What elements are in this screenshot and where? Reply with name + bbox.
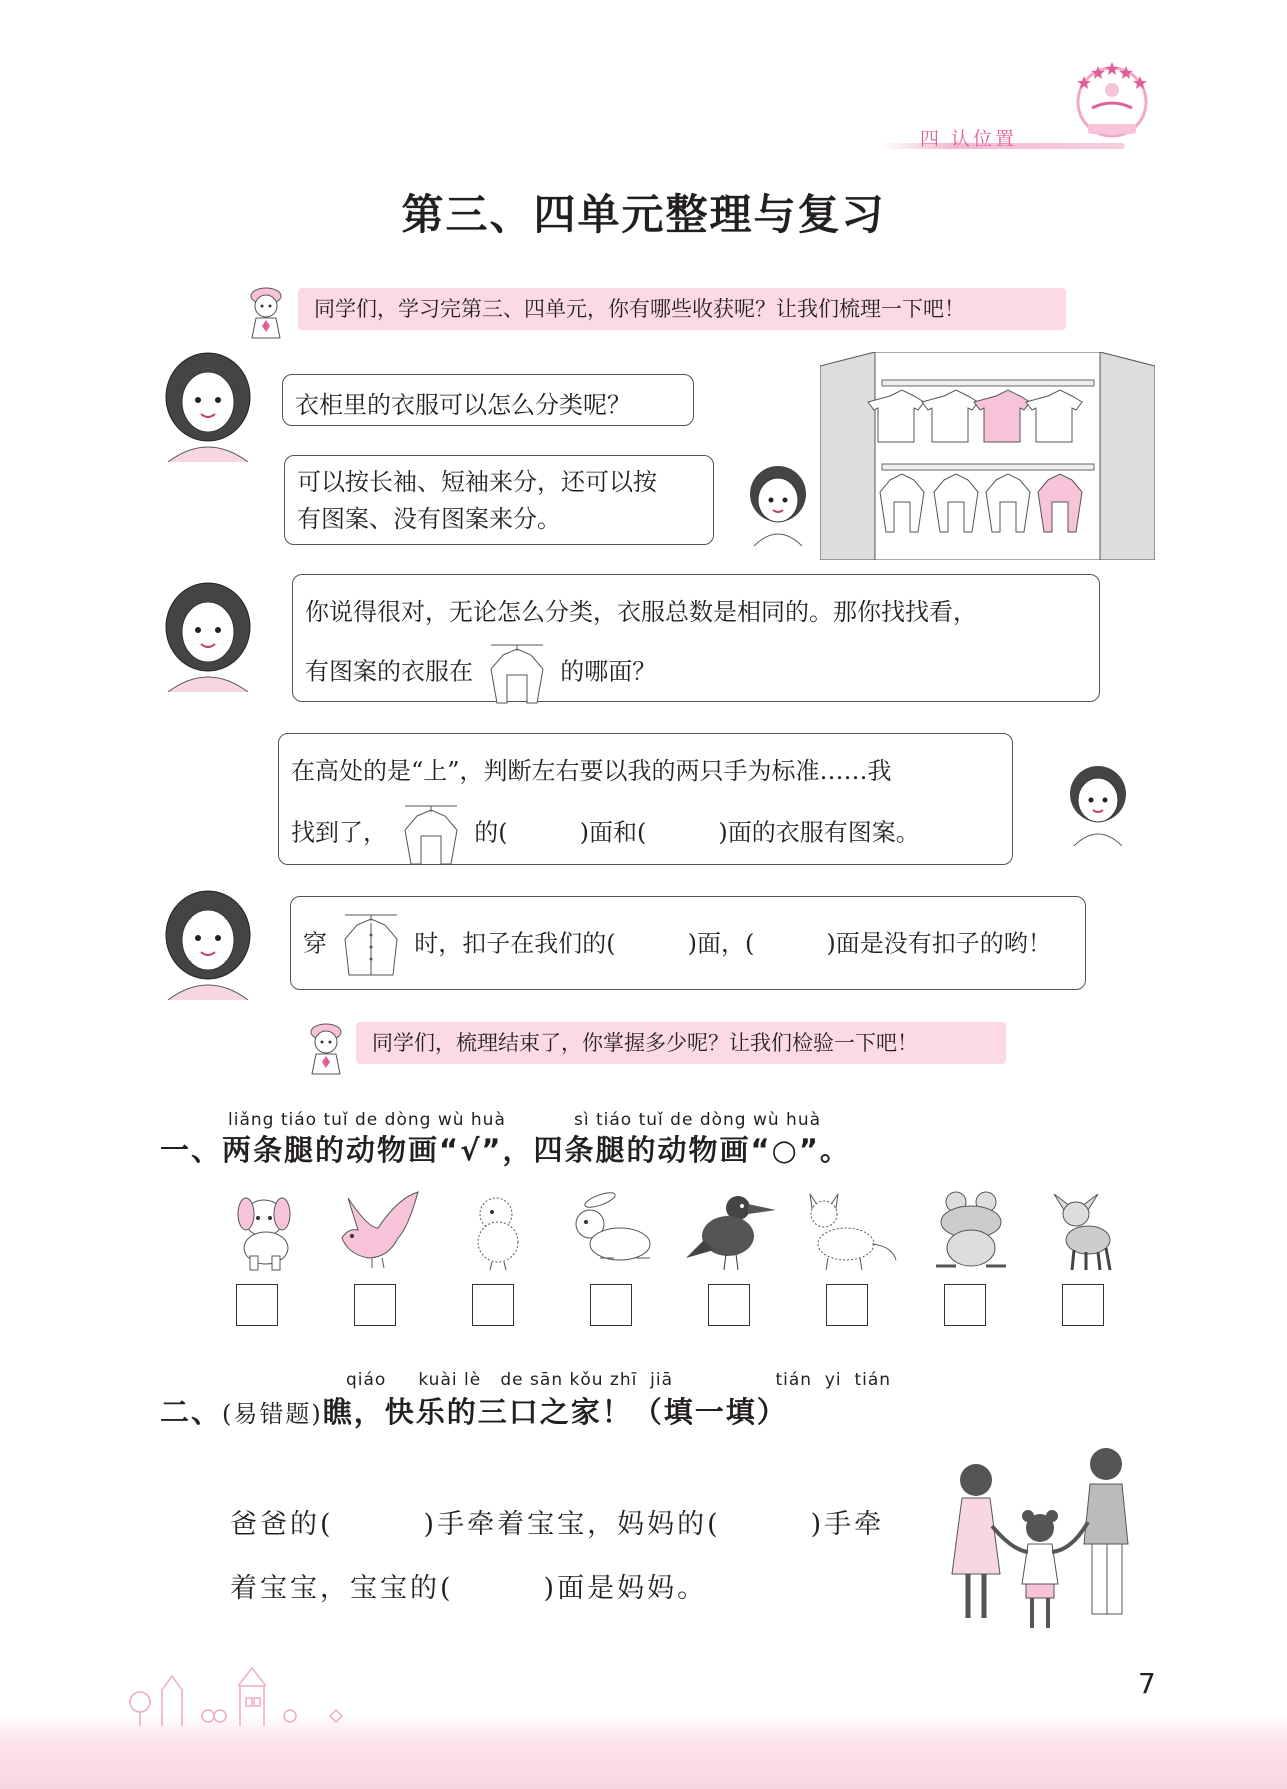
boy-mascot-icon: [306, 1018, 348, 1076]
question-2-post: 的哪面？: [560, 657, 657, 686]
question-2-line2: [305, 639, 1087, 707]
question-bubble-3: [290, 896, 1086, 990]
review-intro-banner: 同学们，学习完第三、四单元，你有哪些收获呢？让我们梳理一下吧！: [298, 288, 1066, 330]
question-2-text: 瞧，快乐的三口之家！（填一填）: [322, 1395, 788, 1429]
error-prone-tag: (易错题): [222, 1400, 323, 1428]
boy-mascot-icon: [246, 282, 288, 340]
teacher-avatar-icon: [158, 890, 258, 1000]
question-1-text: 衣柜里的衣服可以怎么分类呢？: [295, 391, 631, 419]
answer-box-cat[interactable]: [826, 1284, 868, 1326]
cat-icon: [798, 1188, 898, 1272]
rabbit-icon: [560, 1188, 660, 1272]
footer-decoration: [0, 1715, 1287, 1789]
section-label: 四 认位置: [920, 128, 1018, 150]
chick-icon: [446, 1188, 546, 1272]
deer-icon: [1040, 1188, 1140, 1272]
question-2-line2: 着宝宝，宝宝的( )面是妈妈。: [230, 1573, 708, 1604]
question-3-post: 时，扣子在我们的( )面，( )面是没有扣子的哟！: [414, 929, 1052, 958]
answer-2-post: 的( )面和( )面的衣服有图案。: [474, 818, 920, 847]
teacher-avatar-icon: [158, 352, 258, 462]
answer-1-line1: 可以按长袖、短袖来分，还可以按: [297, 468, 657, 496]
question-3-pre: 穿: [303, 929, 327, 958]
puppy-icon: [218, 1188, 318, 1272]
question-1: [160, 1128, 851, 1169]
brand-badge-icon: [1070, 56, 1154, 148]
answer-box-bird[interactable]: [354, 1284, 396, 1326]
question-2-number: 二、: [160, 1395, 223, 1429]
question-bubble-2: [292, 574, 1100, 702]
shirt-icon: [395, 800, 467, 868]
page-title: 第三、四单元整理与复习: [401, 190, 886, 239]
shirt-icon: [481, 639, 553, 707]
answer-box-crow[interactable]: [708, 1284, 750, 1326]
answer-2-line1: 在高处的是“上”，判断左右要以我的两只手为标准……我: [291, 757, 892, 785]
cardigan-icon: [335, 911, 407, 979]
question-1-number: 一、: [160, 1133, 223, 1167]
castle-decoration-icon: [120, 1646, 350, 1726]
answer-box-frog[interactable]: [944, 1284, 986, 1326]
answer-box-chick[interactable]: [472, 1284, 514, 1326]
question-1-pinyin-a: liǎng tiáo tuǐ de dòng wù huà: [228, 1110, 506, 1130]
question-2-line1: 爸爸的( )手牵着宝宝，妈妈的( )手牵: [230, 1509, 885, 1540]
answer-box-rabbit[interactable]: [590, 1284, 632, 1326]
page-number: 7: [1138, 1667, 1156, 1700]
teacher-avatar-icon: [158, 582, 258, 692]
answer-box-deer[interactable]: [1062, 1284, 1104, 1326]
question-bubble-1: [282, 374, 694, 426]
wardrobe-icon: [820, 352, 1155, 560]
question-2-pre: 有图案的衣服在: [305, 657, 473, 686]
answer-2-pre: 找到了，: [291, 818, 387, 847]
question-2: [160, 1390, 788, 1431]
crow-icon: [684, 1188, 784, 1272]
question-1-text: 两条腿的动物画“√”，四条腿的动物画“○”。: [222, 1133, 851, 1167]
answer-2-line2: [291, 800, 1000, 868]
answer-bubble-1: [284, 455, 714, 545]
answer-box-puppy[interactable]: [236, 1284, 278, 1326]
answer-1-line2: 有图案、没有图案来分。: [297, 505, 561, 533]
girl-avatar-icon: [1062, 762, 1134, 846]
frog-icon: [924, 1188, 1024, 1272]
review-check-banner: 同学们，梳理结束了，你掌握多少呢？让我们检验一下吧！: [356, 1022, 1006, 1064]
girl-avatar-icon: [742, 462, 814, 546]
question-2-pinyin: qiáo kuài lè de sān kǒu zhī jiā tián yi tián: [346, 1370, 892, 1390]
bird-icon: [328, 1188, 428, 1272]
answer-bubble-2: [278, 733, 1013, 865]
question-2-line1: 你说得很对，无论怎么分类，衣服总数是相同的。那你找找看，: [305, 598, 977, 626]
family-illustration-icon: [942, 1440, 1142, 1640]
question-1-pinyin-b: sì tiáo tuǐ de dòng wù huà: [574, 1110, 822, 1130]
